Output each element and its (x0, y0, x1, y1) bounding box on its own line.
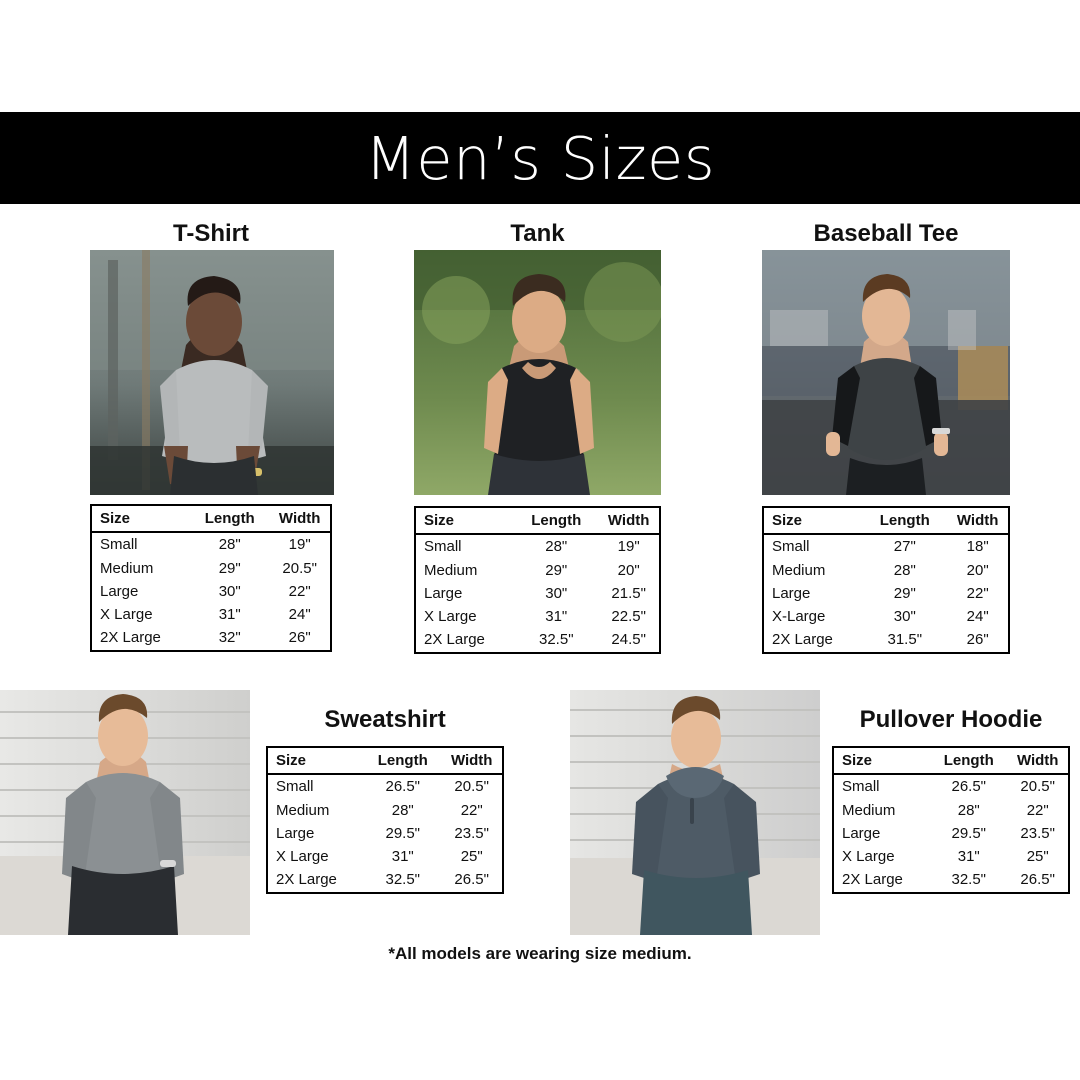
header-banner (0, 112, 1080, 204)
table-row (833, 822, 1069, 845)
cell-size: X-Large (772, 608, 826, 625)
table-row (91, 532, 331, 556)
table-row (91, 626, 331, 650)
column-header-size: Size (763, 507, 862, 534)
table-row (91, 603, 331, 626)
cell-width: 18" (966, 538, 989, 556)
card-title-tshirt: T-Shirt (173, 220, 249, 247)
column-header-width: Width (441, 747, 503, 774)
cell-size: Medium (276, 801, 330, 819)
cell-size: Small (772, 538, 810, 556)
cell-width: 24.5" (611, 631, 646, 649)
cell-size: Small (842, 778, 880, 796)
table-row (91, 580, 331, 603)
table-header-row (415, 507, 660, 534)
cell-size: Medium (772, 561, 826, 579)
photo-pullover-hoodie (570, 690, 820, 935)
cell-length: 29" (218, 559, 241, 577)
cell-length: 29" (893, 584, 916, 602)
table-row (267, 774, 503, 798)
cell-width: 26" (288, 629, 311, 647)
cell-width: 22" (288, 582, 311, 600)
cell-width: 19" (617, 538, 640, 556)
cell-length: 32.5" (385, 871, 421, 889)
cell-length: 27" (893, 538, 916, 556)
cell-length: 31" (391, 848, 414, 865)
cell-length: 32" (218, 629, 241, 647)
cell-size: Small (424, 538, 462, 556)
column-header-length: Length (364, 747, 441, 774)
footnote: *All models are wearing size medium. (388, 944, 692, 963)
table-row (267, 868, 503, 892)
cell-length: 31.5" (887, 631, 923, 649)
cell-size: Large (276, 824, 315, 842)
cell-width: 21.5" (611, 584, 646, 602)
cell-width: 20.5" (282, 559, 317, 577)
cell-width: 26" (966, 631, 989, 649)
cell-length: 28" (218, 536, 241, 554)
column-header-width: Width (269, 505, 331, 532)
card-title-sweatshirt: Sweatshirt (324, 706, 446, 733)
cell-length: 28" (391, 801, 414, 819)
cell-length: 31" (545, 608, 568, 625)
photo-tshirt (90, 250, 334, 495)
table-row (763, 559, 1009, 582)
size-table-baseball-tee (762, 506, 1010, 654)
cell-length: 30" (218, 582, 241, 600)
table-row (415, 534, 660, 558)
table-row (91, 557, 331, 580)
table-row (763, 605, 1009, 628)
table-header-row (763, 507, 1009, 534)
table-row (415, 628, 660, 652)
column-header-length: Length (514, 507, 598, 534)
cell-size: 2X Large (100, 629, 161, 647)
cell-size: 2X Large (772, 631, 833, 649)
column-header-width: Width (947, 507, 1009, 534)
table-row (833, 845, 1069, 868)
cell-size: X Large (100, 606, 153, 623)
cell-length: 26.5" (951, 778, 987, 796)
table-row (833, 799, 1069, 822)
photo-tank (414, 250, 661, 495)
cell-size: X Large (276, 848, 329, 865)
cell-length: 31" (957, 848, 980, 865)
cell-width: 25" (1026, 848, 1049, 865)
table-row (763, 582, 1009, 605)
cell-length: 29.5" (951, 824, 987, 842)
cell-width: 20" (966, 561, 989, 579)
cell-length: 30" (893, 608, 916, 625)
cell-length: 29.5" (385, 824, 421, 842)
column-header-length: Length (930, 747, 1007, 774)
cell-width: 19" (288, 536, 311, 554)
table-header-row (833, 747, 1069, 774)
cell-size: X Large (424, 608, 477, 625)
cell-size: X Large (842, 848, 895, 865)
cell-size: Large (842, 824, 881, 842)
table-row (833, 774, 1069, 798)
column-header-length: Length (190, 505, 269, 532)
cell-width: 23.5" (1020, 824, 1055, 842)
cell-width: 20" (617, 561, 640, 579)
table-row (833, 868, 1069, 892)
cell-width: 20.5" (1020, 778, 1055, 796)
page-title: Men’s Sizes (364, 123, 716, 193)
photo-baseball-tee (762, 250, 1010, 495)
card-title-baseball-tee: Baseball Tee (813, 220, 959, 247)
cell-length: 28" (893, 561, 916, 579)
card-title-tank: Tank (510, 220, 565, 247)
size-table-sweatshirt (266, 746, 504, 894)
cell-width: 25" (460, 848, 483, 865)
cell-size: Medium (100, 559, 154, 577)
cell-length: 31" (218, 606, 241, 623)
photo-sweatshirt (0, 690, 250, 935)
column-header-size: Size (267, 747, 364, 774)
column-header-width: Width (598, 507, 660, 534)
cell-length: 30" (545, 584, 568, 602)
cell-width: 22.5" (611, 608, 646, 625)
cell-width: 23.5" (454, 824, 489, 842)
cell-width: 22" (966, 584, 989, 602)
table-header-row (267, 747, 503, 774)
cell-width: 26.5" (1020, 871, 1055, 889)
table-row (267, 799, 503, 822)
cell-width: 26.5" (454, 871, 489, 889)
cell-size: Medium (842, 801, 896, 819)
cell-size: 2X Large (842, 871, 903, 889)
table-row (415, 582, 660, 605)
cell-length: 28" (545, 538, 568, 556)
cell-length: 29" (545, 561, 568, 579)
column-header-size: Size (415, 507, 514, 534)
column-header-length: Length (862, 507, 947, 534)
cell-length: 32.5" (951, 871, 987, 889)
cell-length: 28" (957, 801, 980, 819)
size-table-pullover-hoodie (832, 746, 1070, 894)
cell-size: Medium (424, 561, 478, 579)
cell-size: Small (100, 536, 138, 554)
cell-width: 20.5" (454, 778, 489, 796)
card-title-pullover-hoodie: Pullover Hoodie (859, 706, 1043, 733)
table-row (415, 605, 660, 628)
cell-length: 32.5" (539, 631, 574, 649)
size-table-tshirt (90, 504, 332, 652)
size-table-tank (414, 506, 661, 654)
cell-length: 26.5" (385, 778, 421, 796)
cell-size: Large (424, 584, 463, 602)
table-row (415, 559, 660, 582)
table-row (763, 534, 1009, 558)
cell-width: 22" (1026, 801, 1049, 819)
column-header-width: Width (1007, 747, 1069, 774)
table-row (267, 845, 503, 868)
cell-size: Large (772, 584, 811, 602)
column-header-size: Size (91, 505, 190, 532)
cell-size: 2X Large (276, 871, 337, 889)
cell-size: Large (100, 582, 139, 600)
cell-size: Small (276, 778, 314, 796)
cell-width: 22" (460, 801, 483, 819)
table-row (267, 822, 503, 845)
cell-width: 24" (966, 608, 989, 625)
column-header-size: Size (833, 747, 930, 774)
table-header-row (91, 505, 331, 532)
cell-width: 24" (288, 606, 311, 623)
table-row (763, 628, 1009, 652)
cell-size: 2X Large (424, 631, 485, 649)
